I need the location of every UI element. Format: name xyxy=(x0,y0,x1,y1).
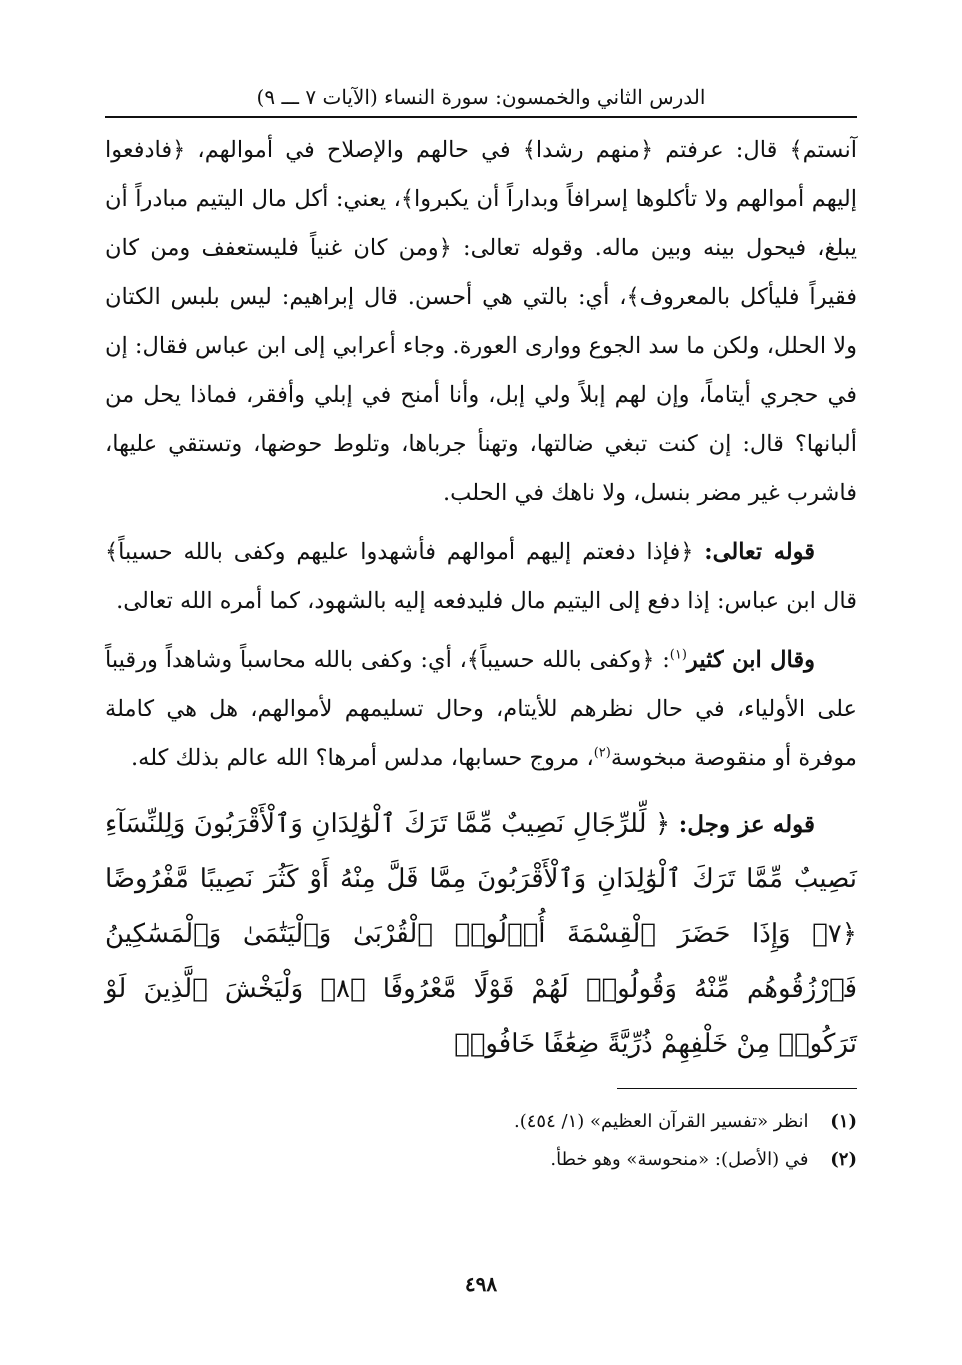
footnote-ref-2[interactable]: (٢) xyxy=(593,745,611,761)
quran-lead: قوله عز وجل: xyxy=(678,811,815,838)
paragraph-3-text-a: : ﴿وكفى بالله حسيباً﴾، أي: وكفى بالله محاسباً وشاهداً ورقيباً على الأولياء، في حال نظرهم للأيتام، وحال تسليمهم لأموالهم، هل هي كاملة موفرة أو منقوصة مبخوسة xyxy=(105,647,857,771)
paragraph-2-text: ﴿فإذا دفعتم إليهم أموالهم فأشهدوا عليهم وكفى بالله حسيباً﴾ قال ابن عباس: إذا دفع إلى اليتيم مال فليدفعه إليه بالشهود، كما أمره الله تعالى. xyxy=(105,539,857,614)
header-divider xyxy=(105,116,857,118)
footnote-ref-1[interactable]: (١) xyxy=(669,647,687,663)
quran-verses: ﴿ لِّلرِّجَالِ نَصِيبٌ مِّمَّا تَرَكَ ٱلْوَٰلِدَانِ وَٱلْأَقْرَبُونَ وَلِلنِّسَآءِ نَصِيبٌ مِّمَّا تَرَكَ ٱلْوَٰلِدَانِ وَٱلْأَقْرَبُونَ مِمَّا قَلَّ مِنْهُ أَوْ كَثُرَ نَصِيبًا مَّفْرُوضًا ﴿٧﴾ وَإِذَا حَضَرَ ٱلْقِسْمَةَ أُو۟لُوا۟ ٱلْقُرْبَىٰ وَٱلْيَتَٰمَىٰ وَٱلْمَسَٰكِينُ فَٱرْزُقُوهُم مِّنْهُ وَقُولُوا۟ لَهُمْ قَوْلًا مَّعْرُوفًا ﴿٨﴾ وَلْيَخْشَ ٱلَّذِينَ لَوْ تَرَكُوا۟ مِنْ خَلْفِهِمْ ذُرِّيَّةً ضِعَٰفًا خَافُوا۟ xyxy=(105,809,857,1059)
page-number: ٤٩٨ xyxy=(464,1272,498,1296)
footnote-2 xyxy=(105,1141,857,1179)
paragraph-3-text-b: ، مروج حسابها، مدلس أمرها؟ الله عالم بذلك كله. xyxy=(131,745,594,771)
footnote-1-text: انظر «تفسير القرآن العظيم» (١/ ٤٥٤). xyxy=(514,1111,809,1132)
paragraph-3 xyxy=(105,636,857,783)
paragraph-1-text: آنستم﴾ قال: عرفتم ﴿منهم رشدا﴾ في حالهم والإصلاح في أموالهم، ﴿فادفعوا إليهم أموالهم ولا تأكلوها إسرافاً وبداراً أن يكبروا﴾، يعني: أكل مال اليتيم مبادراً أن يبلغ، فيحول بينه وبين ماله. وقوله تعالى: ﴿ومن كان غنياً فليستعفف ومن كان فقيراً فليأكل بالمعروف﴾، أي: بالتي هي أحسن. قال إبراهيم: ليس بلبس الكتان ولا الحلل، ولكن ما سد الجوع ووارى العورة. وجاء أعرابي إلى ابن عباس فقال: إن في حجري أيتاماً، وإن لهم إبلاً ولي إبل، وأنا أمنح في إبلي وأفقر، فماذا يحل من ألبانها؟ قال: إن كنت تبغي ضالتها، وتهنأ جرباها، وتلوط حوضها، وتستقي عليها، فاشرب غير مضر بنسل، ولا ناهك في الحلب. xyxy=(105,137,857,506)
footnotes xyxy=(105,1103,857,1179)
footnote-divider xyxy=(617,1088,857,1089)
footnote-2-number: (٢) xyxy=(830,1149,857,1170)
running-header: الدرس الثاني والخمسون: سورة النساء (الآيات ٧ ـــ ٩) xyxy=(256,85,706,109)
paragraph-2 xyxy=(105,528,857,626)
footnote-1 xyxy=(105,1103,857,1141)
footnote-1-number: (١) xyxy=(830,1111,857,1132)
quran-passage xyxy=(105,797,857,1072)
footnote-2-text: في (الأصل): «منحوسة» وهو خطأ. xyxy=(550,1149,809,1170)
body-text xyxy=(105,126,857,783)
paragraph-2-lead: قوله تعالى: xyxy=(704,539,815,565)
paragraph-1 xyxy=(105,126,857,518)
book-page xyxy=(105,82,857,1342)
paragraph-3-lead: وقال ابن كثير xyxy=(686,647,816,673)
